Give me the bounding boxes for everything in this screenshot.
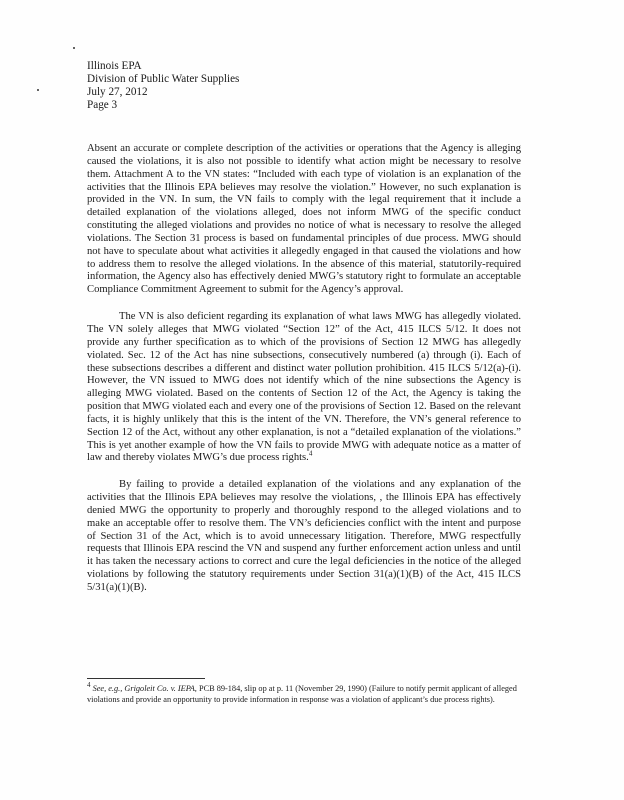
footnote [87, 683, 521, 705]
paragraph-3: By failing to provide a detailed explanation of the violations and any explanation of the activities that the Illinois EPA believes may resolve the violations, , the Illinois EPA has effectively denied MWG the opportunity to properly and thoroughly respond to the alleged violations and to make an acceptable offer to resolve them. The VN’s deficiencies conflict with the intent and purpose of Section 31 of the Act, which is to avoid unnecessary litigation. Therefore, MWG respectfully requests that Illinois EPA rescind the VN and suspend any further enforcement action unless and until it has taken the necessary actions to correct and cure the legal deficiencies in the notice of the alleged violations by following the statutory requirements under Section 31(a)(1)(B) of the Act, 415 ILCS 5/31(a)(1)(B). [87, 479, 521, 593]
footnote-mark: 4 [87, 681, 91, 690]
footnote-reference: 4 [308, 449, 313, 458]
letter-body [87, 143, 521, 609]
paragraph-2-text: The VN is also deficient regarding its explanation of what laws MWG has allegedly violated. The VN solely alleges that MWG violated “Section 12” of the Act, 415 ILCS 5/12. It does not provide any further specification as to which of the provisions of Section 12 MWG has allegedly violated. Sec. 12 of the Act has nine subsections, consecutively numbered (a) through (i). Each of these subsections describes a different and distinct water pollution prohibition. 415 ILCS 5/12(a)-(i). However, the VN issued to MWG does not identify which of the nine subsections the Agency is alleging MWG violated. Based on the contents of Section 12 of the Act, the Agency is taking the position that MWG violated each and every one of the provisions of Section 12. Based on the relevant facts, it is highly unlikely that this is the intent of the VN. Therefore, the VN’s general reference to Section 12 of the Act, without any other explanation, is not a “detailed explanation of the violations.” This is yet another example of how the VN fails to provide MWG with adequate notice as a matter of law and thereby violates MWG’s due process rights. [87, 311, 521, 464]
footnote-divider [87, 678, 205, 679]
header-agency: Illinois EPA [87, 60, 142, 72]
paragraph-2 [87, 311, 521, 465]
header-division: Division of Public Water Supplies [87, 73, 240, 85]
footnote-citation: See, e.g., Grigoleit Co. v. IEPA, [92, 684, 197, 693]
letter-header [87, 60, 239, 112]
header-page-number: Page 3 [87, 99, 118, 111]
paragraph-1: Absent an accurate or complete description of the activities or operations that the Agency is alleging caused the violations, it is also not possible to identify what action might be necessary to resolve them. Attachment A to the VN states: “Included with each type of violation is an explanation of the activities that the Illinois EPA believes may resolve the violation.” However, no such explanation is provided in the VN. In sum, the VN fails to comply with the legal requirement that it include a detailed explanation of the violations alleged, does not inform MWG of the specific conduct constituting the alleged violations and provides no notice of what is necessary to resolve the alleged violations. The Section 31 process is based on fundamental principles of due process. MWG should not have to speculate about what activities it allegedly engaged in that caused the violations and how to address them to resolve the alleged violations. In the absence of this material, statutorily-required information, the Agency also has effectively denied MWG’s statutory right to formulate an acceptable Compliance Commitment Agreement to submit for the Agency’s approval. [87, 143, 521, 296]
footnote-text: PCB 89-184, slip op at p. 11 (November 29, 1990) (Failure to notify permit applicant of alleged violations and provide an opportunity to provide information in response was a violation of applicant’s due process rights). [87, 684, 517, 704]
scan-speck [37, 89, 39, 91]
header-date: July 27, 2012 [87, 86, 148, 98]
scan-speck [73, 47, 75, 49]
